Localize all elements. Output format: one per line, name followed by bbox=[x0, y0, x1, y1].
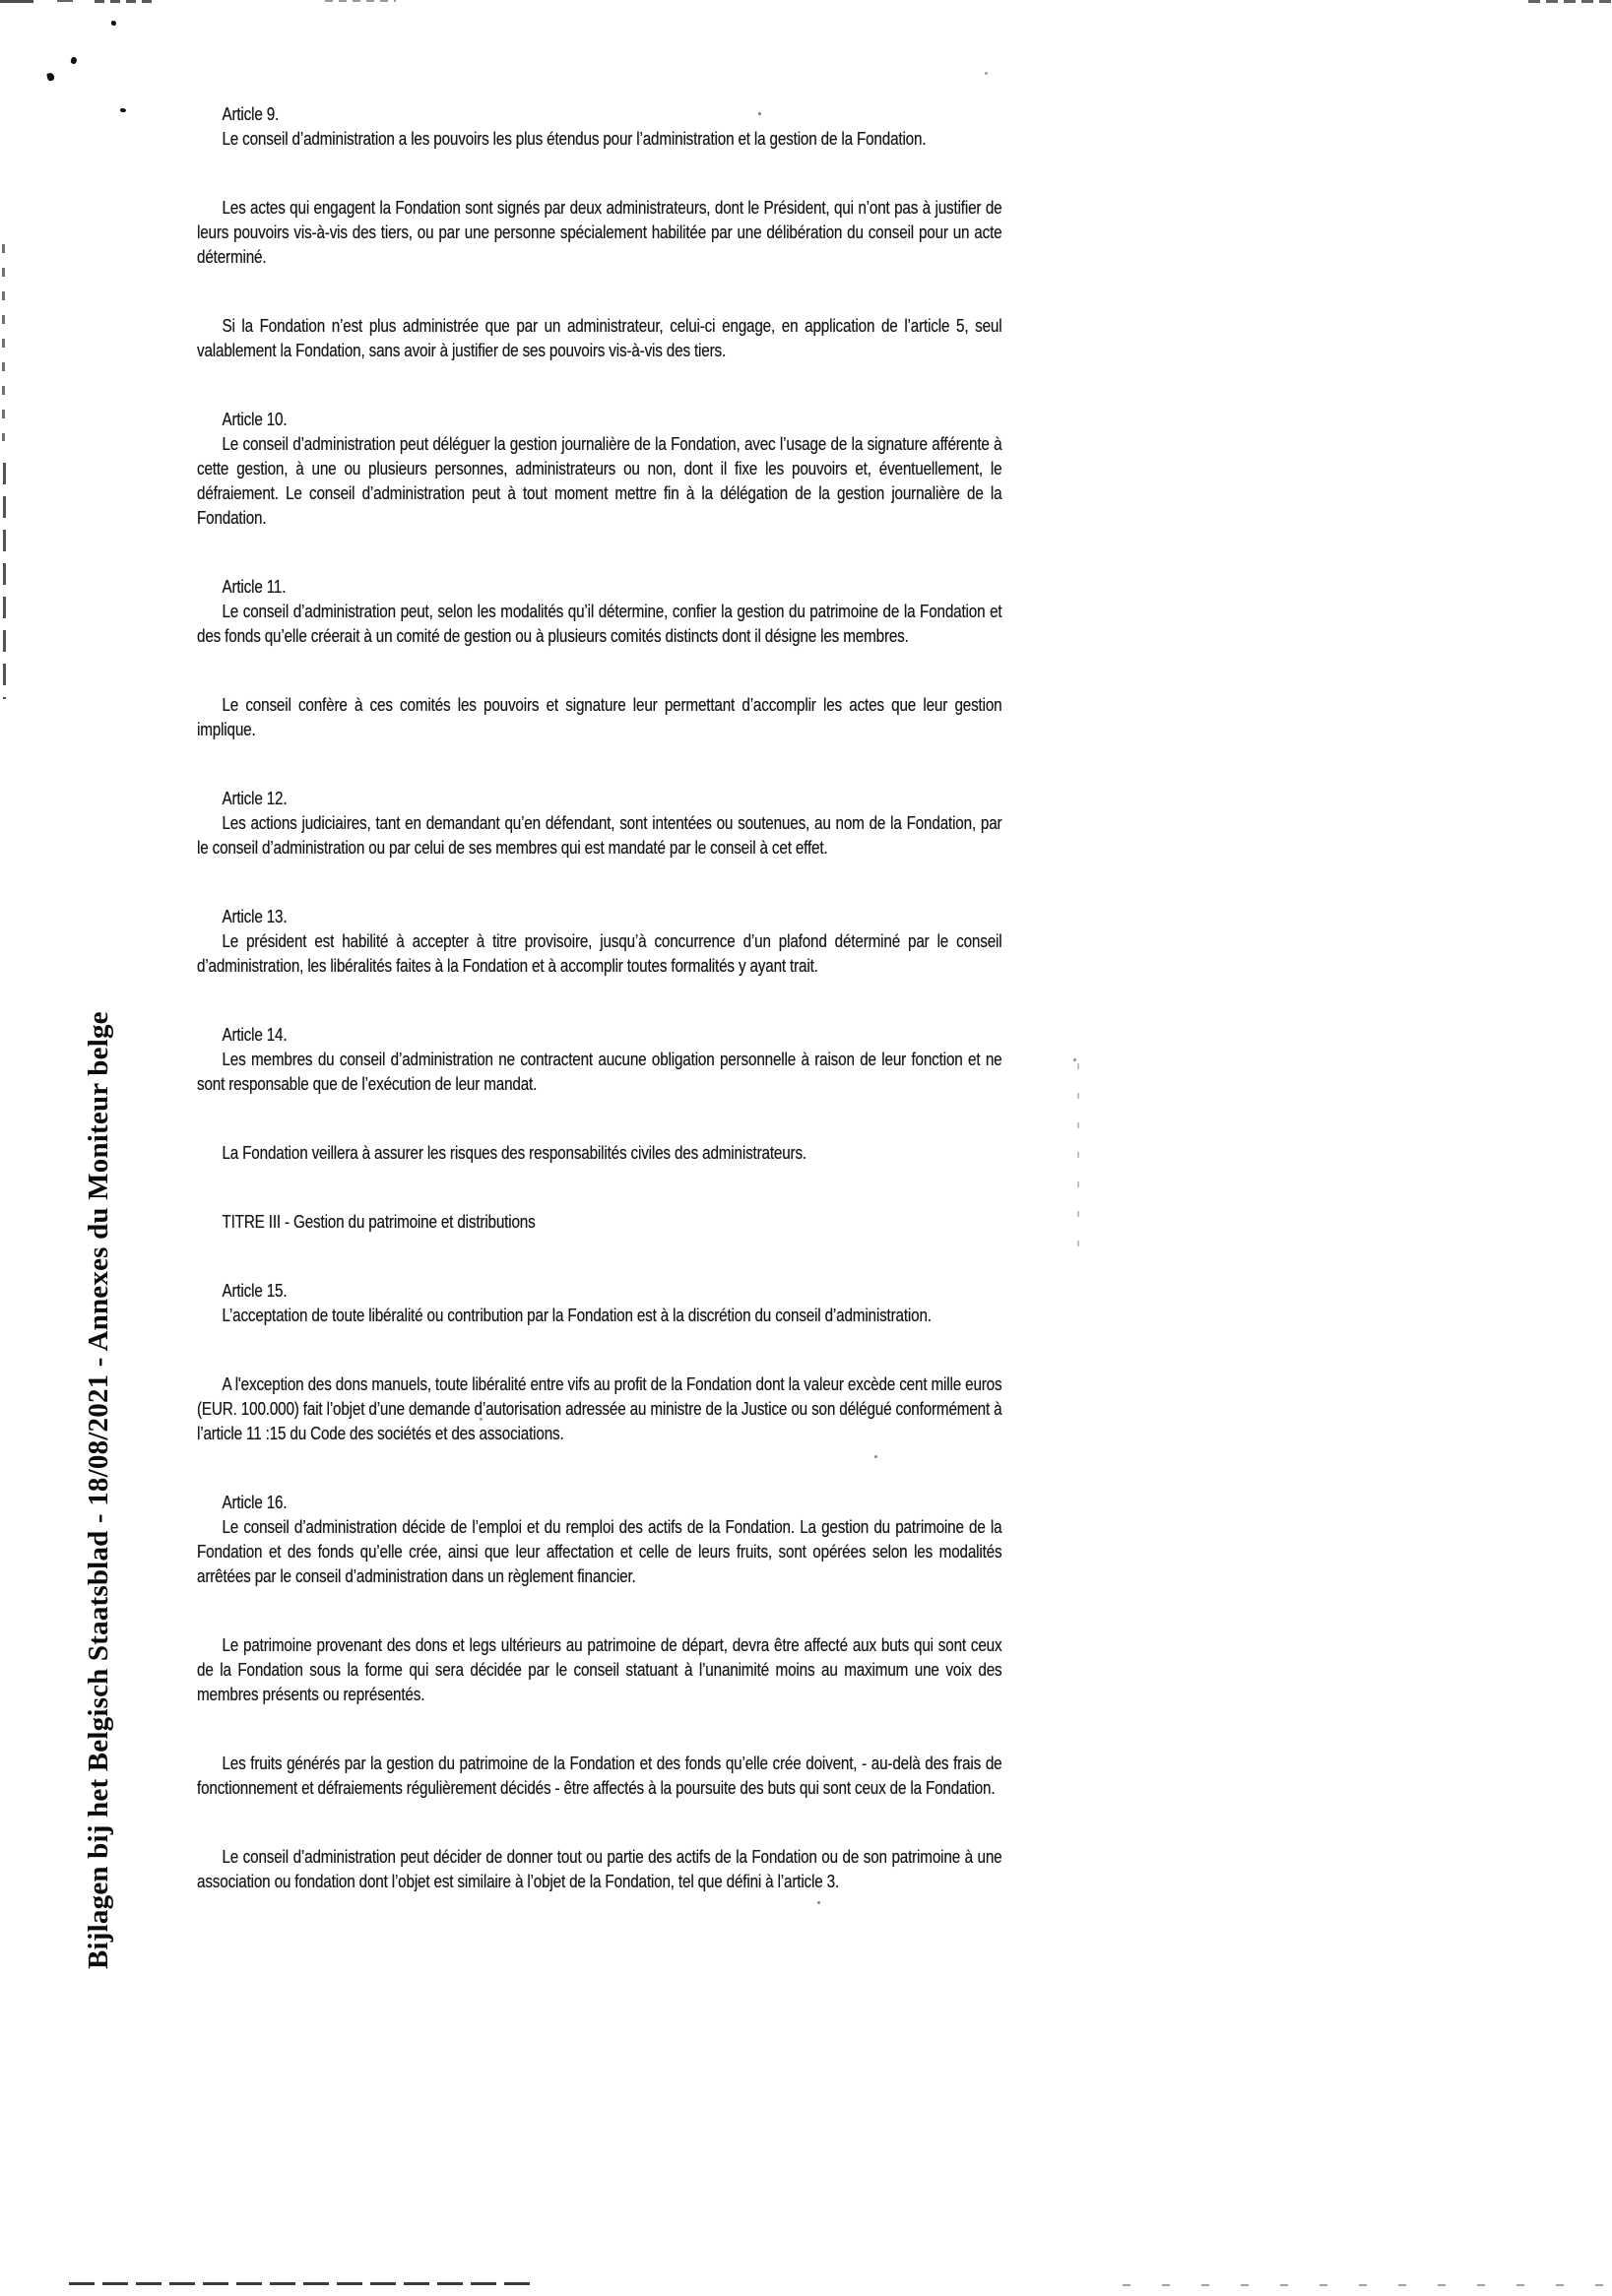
gazette-vertical-caption: Bijlagen bij het Belgisch Staatsblad - 18/08/2021 - Annexes du Moniteur belge bbox=[83, 1011, 114, 1969]
paragraph: Le conseil d’administration peut, selon les modalités qu’il détermine, confier la gestion du patrimoine de la Fondation et des fonds qu’elle créerait à un comité de gestion ou à plusieurs comités distincts dont il désigne les membres. bbox=[197, 602, 1002, 646]
scan-binding-dashes bbox=[2, 244, 5, 441]
scan-edge-mark bbox=[1528, 0, 1612, 3]
scan-binding-dashes bbox=[3, 463, 6, 699]
article-heading: Article 16. bbox=[222, 1493, 288, 1512]
scan-edge-mark bbox=[0, 0, 33, 3]
paragraph: Le conseil d’administration peut déléguer la gestion journalière de la Fondation, avec l’usage de la signature afférente à cette gestion, à une ou plusieurs personnes, administrateurs ou non, dont il fixe les pouvoirs et, éventuellement, le défraiement. Le conseil d’administration peut à tout moment mettre fin à la délégation de la gestion journalière de la Fondation. bbox=[197, 434, 1002, 528]
article-heading: Article 14. bbox=[222, 1025, 288, 1045]
paragraph: A l'exception des dons manuels, toute libéralité entre vifs au profit de la Fondation dont la valeur excède cent mille euros (EUR. 100.000) fait l’objet d’une demande d’autorisation adressée au ministre de la Justice ou son délégué conformément à l’article 11 :15 du Code des sociétés et des associations. bbox=[197, 1374, 1002, 1443]
paragraph: Le président est habilité à accepter à titre provisoire, jusqu’à concurrence d’un plafond déterminé par le conseil d’administration, les libéralités faites à la Fondation et à accomplir toutes formalités y ayant trait. bbox=[197, 931, 1002, 976]
scan-edge-mark bbox=[325, 0, 396, 2]
article-heading: Article 11. bbox=[222, 577, 287, 597]
paragraph: Le conseil confère à ces comités les pouvoirs et signature leur permettant d’accomplir les actes que leur gestion implique. bbox=[197, 695, 1002, 739]
paragraph: Les actes qui engagent la Fondation sont signés par deux administrateurs, dont le Président, qui n’ont pas à justifier de leurs pouvoirs vis-à-vis des tiers, ou par une personne spécialement habilitée par une délibération du conseil pour un acte déterminé. bbox=[197, 198, 1002, 267]
scan-bottom-line bbox=[69, 2282, 532, 2285]
paragraph: La Fondation veillera à assurer les risques des responsabilités civiles des administrateurs. bbox=[222, 1143, 807, 1163]
paragraph: Le conseil d’administration décide de l’emploi et du remploi des actifs de la Fondation. La gestion du patrimoine de la Fondation et des fonds qu’elle crée, ainsi que leur affectation et celle de leurs fruits, sont opérées selon les modalités arrêtées par le conseil d’administration dans un règlement financier. bbox=[197, 1517, 1002, 1586]
document-text-column bbox=[197, 102, 1001, 1894]
paragraph: Les membres du conseil d’administration ne contractent aucune obligation personnelle à raison de leur fonction et ne sont responsable que de l’exécution de leur mandat. bbox=[197, 1050, 1002, 1094]
paragraph: Le conseil d’administration peut décider de donner tout ou partie des actifs de la Fondation ou de son patrimoine à une association ou fondation dont l’objet est similaire à l’objet de la Fondation, tel que défini à l’article 3. bbox=[197, 1847, 1002, 1891]
scan-speck bbox=[70, 56, 78, 65]
scan-bottom-dots bbox=[1123, 2284, 1610, 2286]
article-heading: Article 15. bbox=[222, 1281, 288, 1301]
article-heading: Article 12. bbox=[222, 789, 288, 808]
scan-edge-mark bbox=[95, 0, 158, 3]
article-heading: Article 10. bbox=[222, 410, 288, 429]
scan-edge-mark bbox=[57, 0, 73, 2]
scan-speck bbox=[985, 72, 988, 75]
scan-speck bbox=[480, 1418, 483, 1421]
paragraph: Les fruits générés par la gestion du patrimoine de la Fondation et des fonds qu’elle crée doivent, - au-delà des frais de fonctionnement et défraiements régulièrement décidés - être affectés à la poursuite des buts qui sont ceux de la Fondation. bbox=[197, 1754, 1002, 1798]
scan-right-dashes bbox=[1077, 1063, 1079, 1260]
scan-speck bbox=[758, 112, 761, 115]
paragraph: Les actions judiciaires, tant en demandant qu’en défendant, sont intentées ou soutenues, au nom de la Fondation, par le conseil d’administration ou par celui de ses membres qui est mandaté par le conseil à cet effet. bbox=[197, 813, 1002, 858]
section-title: TITRE III - Gestion du patrimoine et distributions bbox=[222, 1212, 536, 1232]
scan-speck bbox=[46, 72, 55, 82]
paragraph: Le conseil d’administration a les pouvoirs les plus étendus pour l’administration et la gestion de la Fondation. bbox=[222, 129, 927, 149]
paragraph: Le patrimoine provenant des dons et legs ultérieurs au patrimoine de départ, devra être affecté aux buts qui sont ceux de la Fondation sous la forme qui sera décidée par le conseil statuant à l’unanimité moins au maximum une voix des membres présents ou représentés. bbox=[197, 1635, 1002, 1704]
paragraph: L’acceptation de toute libéralité ou contribution par la Fondation est à la discrétion du conseil d’administration. bbox=[222, 1306, 932, 1325]
scan-speck bbox=[1073, 1058, 1076, 1061]
scan-speck bbox=[817, 1901, 820, 1904]
paragraph: Si la Fondation n’est plus administrée que par un administrateur, celui-ci engage, en application de l’article 5, seul valablement la Fondation, sans avoir à justifier de ses pouvoirs vis-à-vis des tiers. bbox=[197, 316, 1002, 360]
scan-speck bbox=[120, 108, 126, 112]
scan-speck bbox=[111, 21, 116, 26]
scan-speck bbox=[874, 1455, 877, 1458]
article-heading: Article 13. bbox=[222, 907, 288, 926]
article-heading: Article 9. bbox=[222, 104, 280, 124]
